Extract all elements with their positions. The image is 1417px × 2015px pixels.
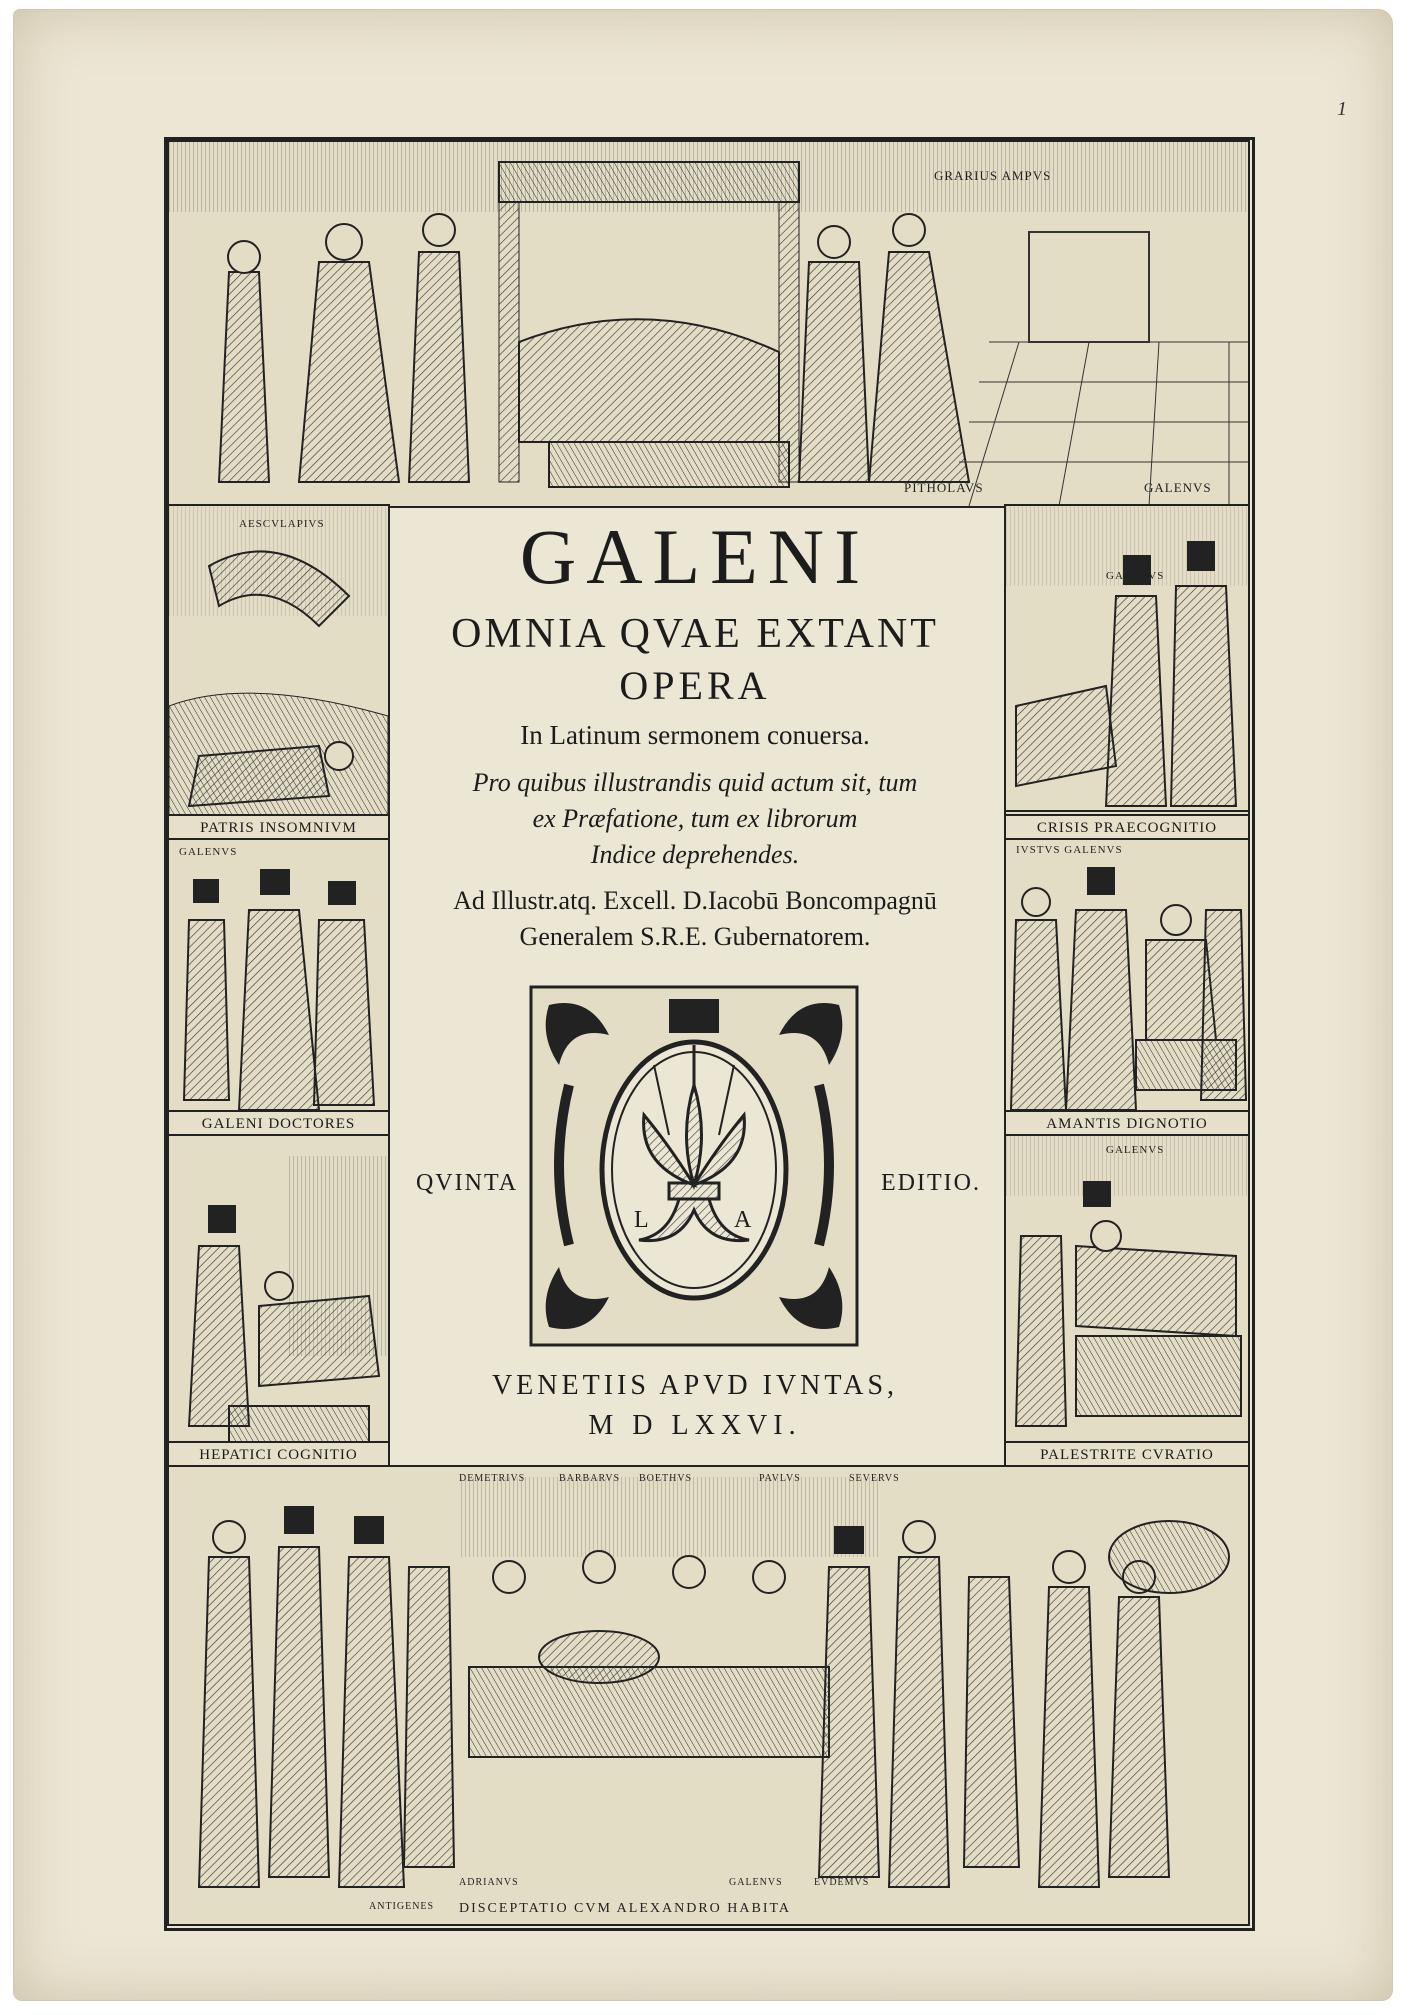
lover-diagnosis-illustration: [1006, 840, 1248, 1136]
right-panel-3: [1004, 1134, 1250, 1469]
giunta-lily-emblem: [529, 985, 859, 1347]
deathbed-scene-illustration: [169, 142, 1248, 506]
woodcut-border-frame: [164, 137, 1255, 1931]
crisis-prognosis-illustration: [1006, 506, 1248, 840]
edition-right: EDITIO.: [881, 1170, 981, 1196]
label-grarius-ampus: GRARIUS AMPVS: [934, 168, 1052, 183]
year-line: M D LXXVI.: [588, 1410, 802, 1441]
label-severus: SEVERVS: [849, 1473, 900, 1484]
page-number: 1: [1337, 98, 1347, 120]
caption-disceptatio: DISCEPTATIO CVM ALEXANDRO HABITA: [459, 1901, 792, 1916]
left-panel-3: [167, 1134, 390, 1469]
right-panel-1: [1004, 504, 1250, 842]
italic-line-3: Indice deprehendes.: [590, 840, 800, 869]
caption-amantis-dignotio: AMANTIS DIGNOTIO: [1006, 1110, 1248, 1136]
liver-diagnosis-illustration: [169, 1136, 388, 1467]
label-aesculapius: AESCVLAPIVS: [239, 518, 325, 530]
printers-device: [529, 985, 859, 1347]
label-barbarus: BARBARVS: [559, 1473, 621, 1484]
label-antigenes: ANTIGENES: [369, 1901, 435, 1912]
edition-left: QVINTA: [415, 1170, 519, 1196]
galen-doctors-illustration: [169, 840, 388, 1136]
caption-crisis-praecognitio: CRISIS PRAECOGNITIO: [1006, 814, 1248, 840]
caption-galeni-doctores: GALENI DOCTORES: [169, 1110, 388, 1136]
top-woodcut-panel: [167, 140, 1250, 508]
label-galenus-top: GALENVS: [1144, 480, 1212, 495]
dream-scene-illustration: [169, 506, 388, 840]
label-galenus-bottom: GALENVS: [729, 1877, 783, 1888]
caption-hepatici-cognitio: HEPATICI COGNITIO: [169, 1441, 388, 1467]
italic-line-2: ex Præfatione, tum ex librorum: [532, 804, 858, 833]
label-galenus-right-3: GALENVS: [1106, 1144, 1165, 1156]
bottom-woodcut-panel: [167, 1465, 1250, 1926]
label-paulus: PAVLVS: [759, 1473, 801, 1484]
subtitle-omnia: OMNIA QVAE EXTANT: [451, 611, 939, 657]
imprint-line: VENETIIS APVD IVNTAS,: [491, 1370, 899, 1401]
disputation-scene-illustration: [169, 1467, 1248, 1924]
wrestler-cure-illustration: [1006, 1136, 1248, 1467]
title-galeni: GALENI: [519, 513, 871, 600]
device-letter-a: A: [734, 1207, 752, 1233]
book-page: [14, 10, 1392, 2000]
italic-line-1: Pro quibus illustrandis quid actum sit, tum: [472, 768, 918, 797]
dedication-line-2: Generalem S.R.E. Gubernatorem.: [519, 922, 871, 951]
dedication-line-1: Ad Illustr.atq. Excell. D.Iacobū Boncompagnū: [453, 886, 937, 915]
label-galenus-left: GALENVS: [179, 846, 238, 858]
label-adrianus: ADRIANVS: [459, 1877, 519, 1888]
right-panel-2: [1004, 838, 1250, 1138]
label-iustus-galenus: IVSTVS GALENVS: [1016, 844, 1123, 856]
left-panel-1: [167, 504, 390, 842]
caption-palestrite-curatio: PALESTRITE CVRATIO: [1006, 1441, 1248, 1467]
device-letter-l: L: [634, 1207, 649, 1233]
label-demetrius: DEMETRIVS: [459, 1473, 526, 1484]
label-galenus-right-1: GALENVS: [1106, 570, 1165, 582]
label-eudemus: EVDEMVS: [814, 1877, 870, 1888]
label-boethus: BOETHVS: [639, 1473, 693, 1484]
caption-patris-insomnium: PATRIS INSOMNIVM: [169, 814, 388, 840]
subtitle-opera: OPERA: [619, 663, 771, 708]
translation-line: In Latinum sermonem conuersa.: [520, 720, 870, 750]
label-pitholaus: PITHOLAVS: [904, 480, 984, 495]
left-panel-2: [167, 838, 390, 1138]
